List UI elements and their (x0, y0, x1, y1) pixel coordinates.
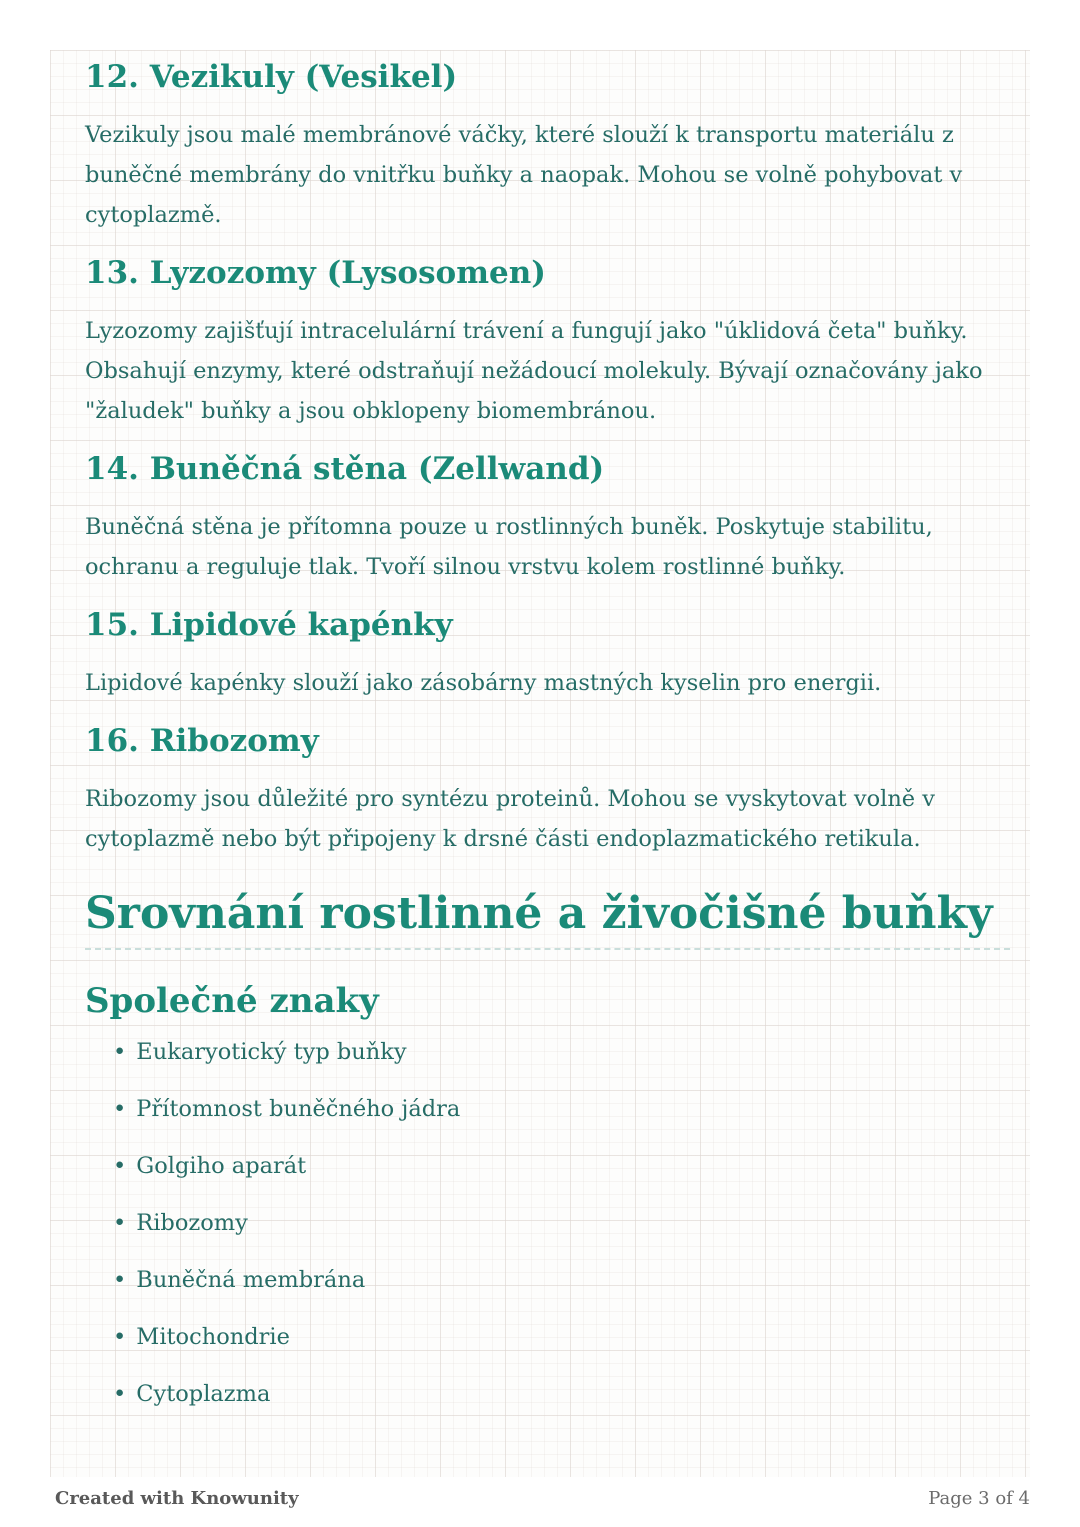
list-item (113, 1266, 1010, 1294)
list-item (113, 1380, 1010, 1408)
bullet-marker: • (113, 1210, 127, 1236)
section-body-lyzozomy: Lyzozomy zajišťují intracelulární trávení a fungují jako "úklidová četa" buňky. Obsahují enzymy, které odstraňují nežádoucí molekuly. Bývají označovány jako "žaludek" buňky a jsou obklopeny biomembránou. (85, 318, 983, 424)
section-heading-bunecna-stena: 14. Buněčná stěna (Zellwand) (85, 451, 605, 487)
section-heading-vezikuly: 12. Vezikuly (Vesikel) (85, 59, 458, 95)
common-traits-subtitle: Společné znaky (85, 981, 379, 1021)
list-item-label: Mitochondrie (136, 1324, 290, 1350)
comparison-title: Srovnání rostlinné a živočišné buňky (85, 889, 1010, 950)
section-heading-ribozomy: 16. Ribozomy (85, 723, 319, 759)
footer-branding: Created with Knowunity (55, 1488, 299, 1509)
list-item-label: Cytoplazma (136, 1381, 271, 1407)
page-footer (0, 1488, 1080, 1514)
list-item (113, 1209, 1010, 1237)
list-item (113, 1095, 1010, 1123)
list-item (113, 1152, 1010, 1180)
bullet-marker: • (113, 1267, 127, 1293)
bullet-marker: • (113, 1039, 127, 1065)
list-item (113, 1038, 1010, 1066)
section-body-lipidove-kapenky: Lipidové kapénky slouží jako zásobárny mastných kyselin pro energii. (85, 670, 882, 696)
list-item-label: Buněčná membrána (136, 1267, 366, 1293)
bullet-marker: • (113, 1381, 127, 1407)
page-number: Page 3 of 4 (928, 1488, 1030, 1509)
list-item-label: Přítomnost buněčného jádra (136, 1096, 461, 1122)
bullet-marker: • (113, 1153, 127, 1179)
section-body-bunecna-stena: Buněčná stěna je přítomna pouze u rostlinných buněk. Poskytuje stabilitu, ochranu a reguluje tlak. Tvoří silnou vrstvu kolem rostlinné buňky. (85, 514, 933, 580)
list-item-label: Ribozomy (136, 1210, 248, 1236)
bullet-marker: • (113, 1096, 127, 1122)
list-item-label: Golgiho aparát (136, 1153, 307, 1179)
list-item-label: Eukaryotický typ buňky (136, 1039, 407, 1065)
section-heading-lipidove-kapenky: 15. Lipidové kapénky (85, 607, 453, 643)
grid-paper-sheet (50, 50, 1030, 1477)
common-traits-list (85, 1038, 1010, 1408)
section-heading-lyzozomy: 13. Lyzozomy (Lysosomen) (85, 255, 546, 291)
section-body-vezikuly: Vezikuly jsou malé membránové váčky, které slouží k transportu materiálu z buněčné membrány do vnitřku buňky a naopak. Mohou se volně pohybovat v cytoplazmě. (85, 122, 963, 228)
list-item (113, 1323, 1010, 1351)
section-body-ribozomy: Ribozomy jsou důležité pro syntézu proteinů. Mohou se vyskytovat volně v cytoplazmě nebo být připojeny k drsné části endoplazmatického retikula. (85, 786, 935, 852)
note-content (50, 55, 1030, 1408)
bullet-marker: • (113, 1324, 127, 1350)
